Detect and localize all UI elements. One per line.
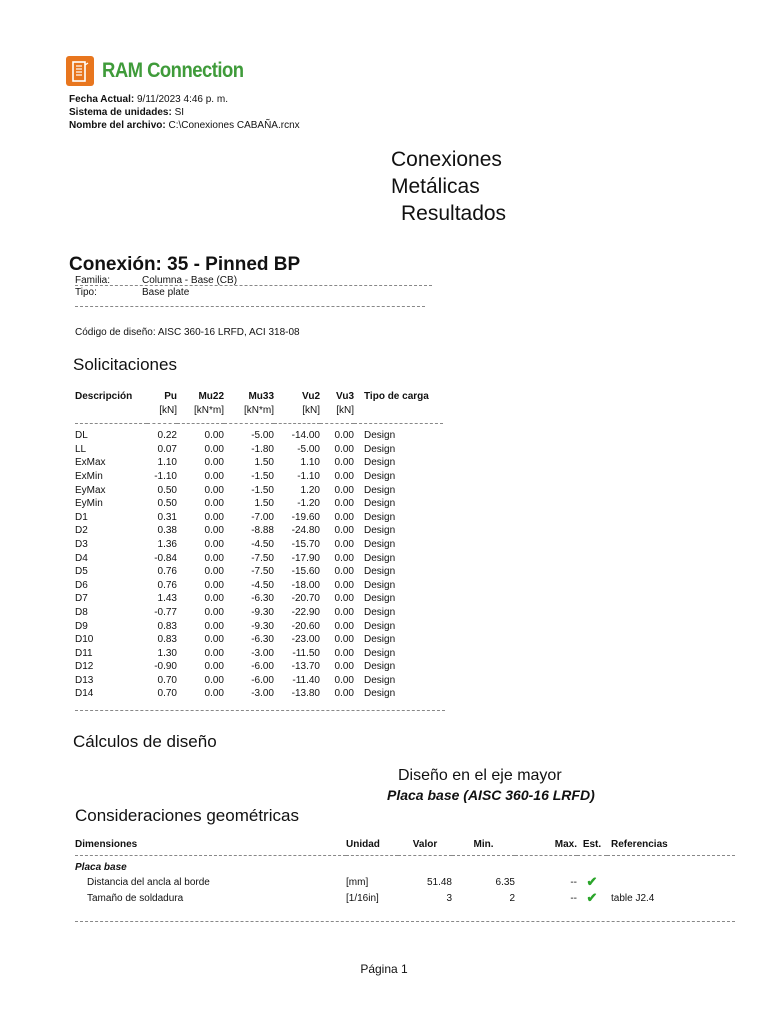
divider [75,306,425,307]
table-row: D8 -0.77 0.00 -9.30 -22.90 0.00 Design [75,606,396,618]
app-logo [66,55,263,87]
section-calculos: Cálculos de diseño [73,732,217,751]
meta-units: Sistema de unidades: SI [69,107,185,118]
table-row: D7 1.43 0.00 -6.30 -20.70 0.00 Design [75,593,396,605]
table-row: D13 0.70 0.00 -6.00 -11.40 0.00 Design [75,674,396,686]
connection-info: Familia: Columna - Base (CB) Tipo: Base plate [75,275,238,298]
table-row: D12 -0.90 0.00 -6.00 -13.70 0.00 Design [75,661,396,673]
axis-title: Diseño en el eje mayor [398,767,562,784]
section-geometria: Consideraciones geométricas [75,806,299,825]
table-row: D3 1.36 0.00 -4.50 -15.70 0.00 Design [75,538,396,550]
app-name: RAM Connection [102,59,244,82]
group-placa-base: Placa base [75,862,127,873]
divider [75,710,445,711]
table-row: EyMax 0.50 0.00 -1.50 1.20 0.00 Design [75,484,396,496]
meta-date: Fecha Actual: 9/11/2023 4:46 p. m. [69,94,228,105]
table-row: D2 0.38 0.00 -8.88 -24.80 0.00 Design [75,525,396,537]
table-row: D6 0.76 0.00 -4.50 -18.00 0.00 Design [75,579,396,591]
table-row: D1 0.31 0.00 -7.00 -19.60 0.00 Design [75,511,396,523]
table-row: D5 0.76 0.00 -7.50 -15.60 0.00 Design [75,566,396,578]
plate-subtitle: Placa base (AISC 360-16 LRFD) [387,787,595,803]
table-row: Distancia del ancla al borde [mm] 51.48 6.35 -- ✔ [87,874,598,889]
page-number: Página 1 [360,962,408,976]
loads-table: Descripción Pu Mu22 Mu33 Vu2 Vu3 Tipo de carga [kN] [kN*m] [kN*m] [kN] [kN] DL 0.22 0.00 -5.00 -14.00 0.00 Design LL 0.07 0.00 -1.80 -5.00 0.00 Design ExMax 1.10 0.00 1.50 1.10 0.00 Design ExMin -1.10 0.00 -1.50 -1.10 0.00 Design EyMax 0.50 0.00 -1.50 1.20 0.00 Design EyMin 0.50 0.00 1.50 -1.20 0.00 Design D1 0.31 0.00 -7.00 -19.60 0.00 Design D2 0.38 0.00 -8.88 -24.80 0.00 Design D3 1.36 0.00 -4.50 -15.70 0.00 Design D4 -0.84 0.00 -7.50 -17.90 0.00 Design D5 0.76 0.00 -7.50 -15.60 0.00 Design D6 0.76 0.00 -4.50 -18.00 0.00 Design D7 1.43 0.00 -6.30 -20.70 0.00 Design D8 -0.77 0.00 -9.30 -22.90 0.00 Design D9 0.83 0.00 -9.30 -20.60 0.00 Design D10 0.83 0.00 -6.30 -23.00 0.00 Design D11 1.30 0.00 -3.00 -11.50 0.00 Design D12 -0.90 0.00 -6.00 -13.70 0.00 Design D13 0.70 0.00 -6.00 -11.40 0.00 Design D14 0.70 0.00 -3.00 -13.80 0.00 Design [75,390,443,701]
table-row: D9 0.83 0.00 -9.30 -20.60 0.00 Design [75,620,396,632]
check-icon: ✔ [586,890,598,905]
table-row: D4 -0.84 0.00 -7.50 -17.90 0.00 Design [75,552,396,564]
table-row: ExMax 1.10 0.00 1.50 1.10 0.00 Design [75,457,396,469]
report-title: Conexiones Metálicas Resultados [391,148,507,225]
connection-title: Conexión: 35 - Pinned BP [69,254,301,275]
table-row: Tamaño de soldadura [1/16in] 3 2 -- ✔ table J2.4 [87,890,655,905]
table-row: EyMin 0.50 0.00 1.50 -1.20 0.00 Design [75,498,396,510]
table-row: LL 0.07 0.00 -1.80 -5.00 0.00 Design [75,443,396,455]
table-row: D10 0.83 0.00 -6.30 -23.00 0.00 Design [75,634,396,646]
divider [75,285,432,286]
geometry-table: Dimensiones Unidad Valor Min. Max. Est. Referencias Placa base Distancia del ancla al borde [mm] 51.48 6.35 -- ✔ Tamaño de soldadura [1/16in] 3 2 -- ✔ table J2.4 [75,838,735,907]
building-icon [66,56,94,86]
meta-filename: Nombre del archivo: C:\Conexiones CABAÑA.rcnx [69,120,300,131]
report-meta [69,93,300,132]
check-icon: ✔ [586,874,598,889]
table-row: D11 1.30 0.00 -3.00 -11.50 0.00 Design [75,647,396,659]
table-row: D14 0.70 0.00 -3.00 -13.80 0.00 Design [75,688,396,700]
divider [75,921,735,922]
design-code: Código de diseño: AISC 360-16 LRFD, ACI 318-08 [75,327,300,338]
table-row: DL 0.22 0.00 -5.00 -14.00 0.00 Design [75,430,396,442]
section-solicitaciones: Solicitaciones [73,355,177,374]
table-row: ExMin -1.10 0.00 -1.50 -1.10 0.00 Design [75,470,396,482]
